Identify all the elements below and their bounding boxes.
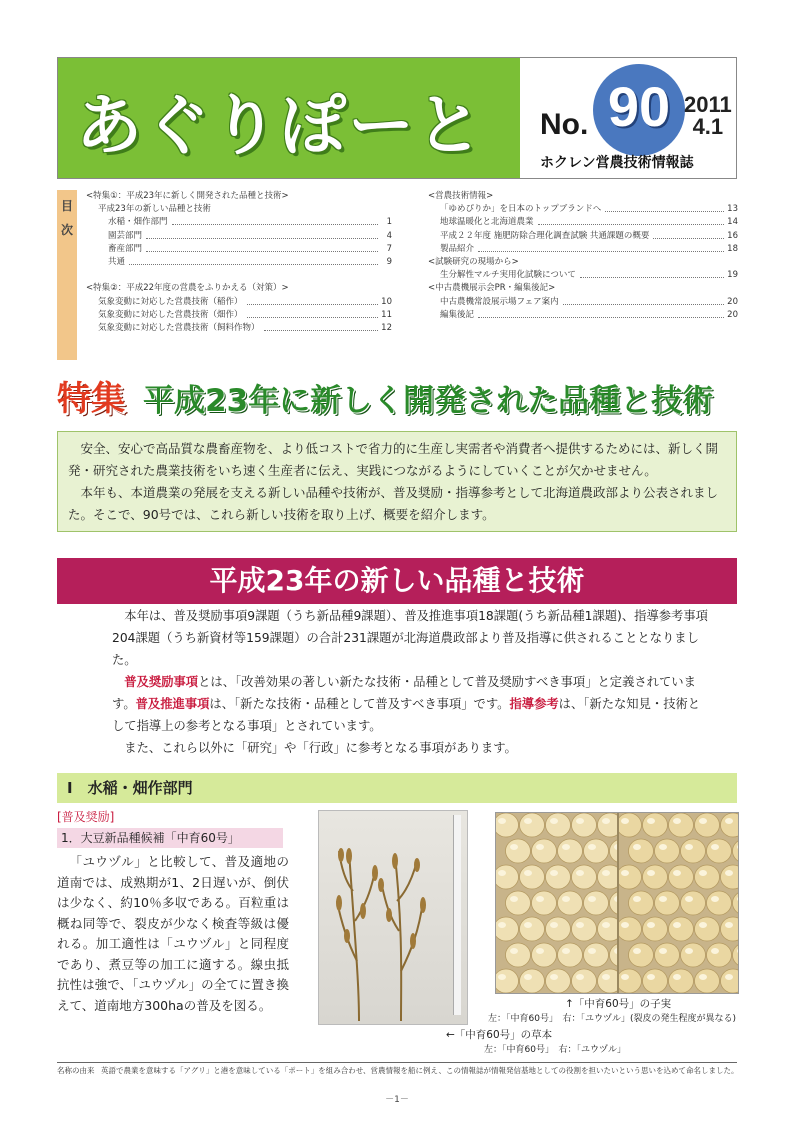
seed-highlight xyxy=(633,844,641,850)
soybean-seed xyxy=(598,865,618,889)
toc-entry xyxy=(428,269,738,282)
soybean-seed xyxy=(681,891,706,915)
subsection-heading: Ⅰ 水稲・畑作部門 xyxy=(57,773,737,803)
toc-entry xyxy=(428,230,738,243)
toc-entry-page: 7 xyxy=(386,243,392,254)
soybean-seed xyxy=(721,865,740,889)
seed-highlight xyxy=(633,948,641,954)
seed-highlight xyxy=(621,818,629,824)
seeds-yuuzuru-illustration xyxy=(619,813,739,994)
soybean-seed xyxy=(506,891,531,915)
toc-entry xyxy=(86,269,392,282)
toc-entry-title: <特集②：平成22年度の営農をふりかえる（対策）> xyxy=(86,282,291,295)
toc-entry xyxy=(428,296,738,309)
toc-entry-title: 水稲・畑作部門 xyxy=(108,216,170,229)
soybean-seed xyxy=(506,943,531,967)
intro-paragraph-2: 本年も、本道農業の発展を支える新しい品種や技術が、普及奨励・指導参考として北海道農政部より公表されました。そこで、90号では、これら新しい技術を取り上げ、概要を紹介します。 xyxy=(68,485,719,522)
toc-entry-page: 13 xyxy=(727,204,738,215)
term-fukyu-shorei: 普及奨励事項 xyxy=(124,675,199,689)
seed-highlight xyxy=(524,922,532,928)
soybean-seed xyxy=(733,839,740,863)
soybean-seed xyxy=(584,839,609,863)
soybean-seed xyxy=(584,891,609,915)
soybean-seed xyxy=(669,917,694,941)
soybean-seed xyxy=(669,865,694,889)
soybean-seed xyxy=(496,969,519,993)
issue-number: 90 xyxy=(607,75,671,138)
seed-highlight xyxy=(699,974,707,980)
soybean-seed xyxy=(558,839,583,863)
soybean-seed xyxy=(532,943,557,967)
soybean-seed xyxy=(619,969,642,993)
toc-entry-title: <中古農機展示会PR・編集後記> xyxy=(428,282,557,295)
toc-leader-dots xyxy=(563,296,724,305)
soybean-seed xyxy=(733,943,740,967)
toc-leader-dots xyxy=(146,243,378,252)
seed-highlight xyxy=(699,818,707,824)
toc-entry-page: 12 xyxy=(381,322,392,333)
soybean-seed xyxy=(572,865,597,889)
seed-highlight xyxy=(536,896,544,902)
feature-tag-text: 特集 xyxy=(57,379,125,419)
toc-entry-title: 気象変動に対応した営農技術（稲作） xyxy=(98,296,245,309)
seed-highlight xyxy=(576,922,584,928)
toc-label-text xyxy=(57,198,77,238)
seed-highlight xyxy=(725,922,733,928)
seed-highlight xyxy=(524,974,532,980)
soybean-seed xyxy=(681,943,706,967)
soybean-seed xyxy=(643,865,668,889)
toc-entry-title: 地球温暖化と北海道農業 xyxy=(440,216,536,229)
soybean-seed xyxy=(721,969,740,993)
toc-entry xyxy=(86,190,392,203)
soybean-seed xyxy=(695,865,720,889)
toc-entry xyxy=(86,322,392,335)
toc-entry-page: 1 xyxy=(386,217,392,228)
soybean-seed xyxy=(520,865,545,889)
seed-highlight xyxy=(498,818,506,824)
toc-leader-dots xyxy=(478,309,724,318)
toc-leader-dots xyxy=(538,216,724,225)
toc-entry-page: 20 xyxy=(727,309,738,320)
seed-highlight xyxy=(711,844,719,850)
toc-entry-page: 19 xyxy=(727,270,738,281)
issue-no-label: No. xyxy=(540,108,589,141)
page-number: －1－ xyxy=(385,1095,409,1105)
seed-highlight xyxy=(562,896,570,902)
section-paragraph-1: 本年は、普及奨励事項9課題（うち新品種9課題）、普及推進事項18課題(うち新品種1課題)、指導参考事項204課題（うち新資材等159課題）の合計231課題が北海道農政部より普及指導に供されることとなりました。 xyxy=(112,609,708,667)
seed-highlight xyxy=(673,922,681,928)
issue-date xyxy=(684,94,732,138)
soybean-seed xyxy=(655,943,680,967)
seed-highlight xyxy=(685,948,693,954)
seed-highlight xyxy=(536,948,544,954)
toc-leader-dots xyxy=(580,269,724,278)
masthead-title-panel xyxy=(58,58,520,178)
issue-month-day: 4.1 xyxy=(692,114,724,139)
toc-entry-title: 中古農機常設展示場フェア案内 xyxy=(440,296,561,309)
soybean-seed xyxy=(532,891,557,915)
toc-entry xyxy=(428,282,738,295)
toc-entry-page: 4 xyxy=(386,230,392,241)
soybean-seed xyxy=(598,917,618,941)
section-body xyxy=(112,605,712,759)
soybean-seed xyxy=(629,839,654,863)
seed-highlight xyxy=(524,818,532,824)
soybean-seed xyxy=(506,839,531,863)
soybean-seed-photo xyxy=(495,812,739,994)
soybean-seed xyxy=(629,891,654,915)
toc-leader-dots xyxy=(605,203,724,212)
seed-highlight xyxy=(711,896,719,902)
toc-entry xyxy=(86,203,392,216)
toc-entry xyxy=(428,216,738,229)
seed-left-half xyxy=(496,813,617,994)
seed-highlight xyxy=(621,922,629,928)
footer-note-key: 名称の由来 xyxy=(57,1066,95,1075)
toc-label xyxy=(57,190,77,360)
toc-entry-title: 畜産部門 xyxy=(108,243,144,256)
toc-entry-title: 気象変動に対応した営農技術（飼料作物） xyxy=(98,322,262,335)
seed-highlight xyxy=(588,896,596,902)
toc-entry-title: 「ゆめぴりか」を日本のトップブランドへ xyxy=(440,203,603,216)
toc-entry xyxy=(86,282,392,295)
seed-highlight xyxy=(510,948,518,954)
seed-highlight xyxy=(602,922,610,928)
toc-entry-page: 16 xyxy=(727,230,738,241)
seed-highlight xyxy=(673,818,681,824)
plant-caption-title: ←「中育60号」の草本 xyxy=(446,1029,553,1041)
measuring-ruler xyxy=(453,815,461,1015)
toc-entry xyxy=(428,309,738,322)
feature-banner xyxy=(57,367,737,427)
toc-entry xyxy=(86,309,392,322)
seed-highlight xyxy=(685,896,693,902)
seed-highlight xyxy=(550,818,558,824)
toc-leader-dots xyxy=(146,230,378,239)
item-paragraph: 「ユウヅル」と比較して、普及適地の道南では、成熟期が1、2日遅いが、倒伏は少なく、約10％多収である。百粒重は概ね同等で、裂皮が少なく検査等級は優れる。加工適性は「ユウヅル」と同程度であり、煮豆等の加工に適する。線虫抵抗性は強で、「ユウヅル」の全てに置き換えて、道南地方300haの普及を図る。 xyxy=(57,854,289,1013)
soybean-seed xyxy=(695,969,720,993)
toc-entry-page: 11 xyxy=(381,309,392,320)
soybean-seed xyxy=(619,917,642,941)
toc-entry xyxy=(428,256,738,269)
term-shido-sanko: 指導参考 xyxy=(509,697,559,711)
toc-entry-page: 10 xyxy=(381,296,392,307)
toc-entry-title: 製品紹介 xyxy=(440,243,476,256)
soybean-seed xyxy=(520,917,545,941)
toc-leader-dots xyxy=(264,322,378,331)
seed-highlight xyxy=(576,818,584,824)
soybean-seed xyxy=(546,813,571,837)
toc-leader-dots xyxy=(247,309,378,318)
seed-highlight xyxy=(576,974,584,980)
soybean-seed xyxy=(707,839,732,863)
soybean-seed xyxy=(520,813,545,837)
soybean-seed xyxy=(707,943,732,967)
seed-highlight xyxy=(550,922,558,928)
seed-highlight xyxy=(673,870,681,876)
toc-entry xyxy=(86,230,392,243)
term-fukyu-suishin: 普及推進事項 xyxy=(135,697,210,711)
toc-entry-page: 20 xyxy=(727,296,738,307)
toc-entry-title: <試験研究の現場から> xyxy=(428,256,521,269)
toc-leader-dots xyxy=(478,243,724,252)
toc-entry-page: 9 xyxy=(386,256,392,267)
toc-entry-title: 平成２２年度 施肥防除合理化調査試験 共通課題の概要 xyxy=(440,230,651,243)
toc-entry-title: 共通 xyxy=(108,256,127,269)
soybean-seed xyxy=(496,917,519,941)
toc-leader-dots xyxy=(653,230,724,239)
magazine-title: あぐりぽーと xyxy=(76,87,484,164)
soybean-seed xyxy=(598,969,618,993)
soybean-seed xyxy=(546,865,571,889)
item-title: 1．大豆新品種候補「中育60号」 xyxy=(57,828,283,848)
soybean-seed xyxy=(610,891,618,915)
seed-highlight xyxy=(673,974,681,980)
intro-paragraph-1: 安全、安心で高品質な農畜産物を、より低コストで省力的に生産し実需者や消費者へ提供するためには、新しく開発・研究された農業技術をいち速く生産者に伝え、実践につながるようにしていくことが欠かせません。 xyxy=(68,441,719,478)
seed-highlight xyxy=(633,896,641,902)
toc-entry-page: 14 xyxy=(727,217,738,228)
soybean-seed xyxy=(572,917,597,941)
soybean-seed xyxy=(546,917,571,941)
seed-highlight xyxy=(602,974,610,980)
toc-entry xyxy=(428,243,738,256)
soybean-seed xyxy=(496,813,519,837)
toc-entry xyxy=(428,190,738,203)
seed-highlight xyxy=(647,922,655,928)
seed-highlight xyxy=(498,922,506,928)
toc-leader-dots xyxy=(172,216,378,225)
soybean-seed xyxy=(669,813,694,837)
toc-entry-title: <特集①：平成23年に新しく開発された品種と技術> xyxy=(86,190,291,203)
issue-year: 2011 xyxy=(684,92,732,117)
toc-label-char-1: 目 xyxy=(60,199,73,213)
toc-entry xyxy=(86,216,392,229)
soy-caption-detail: 左：「中育60号」 右：「ユウヅル」(裂皮の発生程度が異なる) xyxy=(488,1014,736,1024)
toc-entry-page: 18 xyxy=(727,243,738,254)
toc-label-char-2: 次 xyxy=(60,223,73,237)
item-body xyxy=(57,852,289,1016)
seeds-chuiku60-illustration xyxy=(496,813,617,994)
seed-highlight xyxy=(524,870,532,876)
intro-box xyxy=(57,431,737,532)
toc-entry xyxy=(86,243,392,256)
seed-highlight xyxy=(621,870,629,876)
toc-entry xyxy=(428,203,738,216)
feature-title: 平成23年に新しく開発された品種と技術 xyxy=(143,383,714,419)
soybean-seed xyxy=(558,891,583,915)
toc-entry-title: <営農技術情報> xyxy=(428,190,495,203)
definition-1: とは、「改善効果の著しい新たな技術・品種として普及奨励すべき事項」と定義されています。 xyxy=(112,675,696,711)
soybean-seed xyxy=(655,891,680,915)
seed-highlight xyxy=(562,844,570,850)
soybean-seed xyxy=(681,839,706,863)
seed-highlight xyxy=(725,974,733,980)
toc-entry xyxy=(86,256,392,269)
seed-highlight xyxy=(536,844,544,850)
seed-highlight xyxy=(647,818,655,824)
soybean-seed xyxy=(707,891,732,915)
toc-right-column xyxy=(428,190,738,322)
soybean-seed xyxy=(669,969,694,993)
soybean-seed xyxy=(584,943,609,967)
soybean-seed xyxy=(695,813,720,837)
seed-highlight xyxy=(576,870,584,876)
definition-2: は、「新たな技術・品種として普及すべき事項」です。 xyxy=(209,697,510,711)
section-paragraph-2 xyxy=(112,671,712,737)
definition-3: は、「新たな知見・技術として指導上の参考となる事項」とされています。 xyxy=(112,697,701,733)
seed-highlight xyxy=(498,974,506,980)
toc-left-column xyxy=(86,190,392,335)
soybean-seed xyxy=(532,839,557,863)
category-tag: [普及奨励] xyxy=(57,810,115,824)
seed-highlight xyxy=(659,896,667,902)
seed-highlight xyxy=(621,974,629,980)
toc-entry-title: 編集後記 xyxy=(440,309,476,322)
soybean-seed xyxy=(558,943,583,967)
soybean-seed xyxy=(619,865,642,889)
seed-highlight xyxy=(602,818,610,824)
seed-highlight xyxy=(699,922,707,928)
soybean-seed xyxy=(721,917,740,941)
soybean-seed xyxy=(610,943,618,967)
seed-highlight xyxy=(498,870,506,876)
seed-highlight xyxy=(510,896,518,902)
soy-caption-title: ↑「中育60号」の子実 xyxy=(565,998,672,1010)
soybean-seed xyxy=(572,969,597,993)
feature-tag xyxy=(57,371,137,417)
toc-entry-title: 生分解性マルチ実用化試験について xyxy=(440,269,578,282)
toc-entry-title: 平成23年の新しい品種と技術 xyxy=(98,203,213,216)
soybean-seed xyxy=(629,943,654,967)
section-heading: 平成23年の新しい品種と技術 xyxy=(57,558,737,604)
seed-highlight xyxy=(647,870,655,876)
soybean-seed xyxy=(520,969,545,993)
soybean-seed xyxy=(655,839,680,863)
footer-note xyxy=(57,1066,741,1076)
footer-note-text: 英語で農業を意味する「アグリ」と港を意味している「ポート」を組み合わせ、営農情報を船に例え、この情報誌が情報発信基地としての役割を担いたいという思いを込めて命名しました。 xyxy=(101,1066,739,1075)
seed-highlight xyxy=(602,870,610,876)
seed-highlight xyxy=(711,948,719,954)
seed-right-half xyxy=(619,813,739,994)
soybean-seed xyxy=(619,813,642,837)
magazine-subtitle: ホクレン営農技術情報誌 xyxy=(540,155,694,171)
soybean-plant-illustration xyxy=(319,811,468,1025)
toc-entry xyxy=(86,296,392,309)
soybean-seed xyxy=(610,839,618,863)
footer-rule xyxy=(57,1062,737,1063)
seed-highlight xyxy=(510,844,518,850)
soybean-seed xyxy=(546,969,571,993)
masthead xyxy=(57,57,737,179)
seed-highlight xyxy=(647,974,655,980)
soybean-seed xyxy=(721,813,740,837)
toc-leader-dots xyxy=(247,296,378,305)
seed-highlight xyxy=(659,844,667,850)
seed-highlight xyxy=(659,948,667,954)
seed-highlight xyxy=(699,870,707,876)
soybean-seed xyxy=(572,813,597,837)
seed-highlight xyxy=(550,870,558,876)
soybean-seed xyxy=(496,865,519,889)
soybean-plant-photo xyxy=(318,810,468,1025)
soybean-seed xyxy=(598,813,618,837)
seed-highlight xyxy=(685,844,693,850)
soybean-seed xyxy=(643,813,668,837)
soybean-seed xyxy=(695,917,720,941)
toc-leader-dots xyxy=(129,256,378,265)
seed-highlight xyxy=(588,948,596,954)
seed-highlight xyxy=(562,948,570,954)
seed-highlight xyxy=(725,818,733,824)
seed-highlight xyxy=(550,974,558,980)
section-paragraph-3: また、これら以外に「研究」や「行政」に参考となる事項があります。 xyxy=(124,741,517,755)
issue-number-badge xyxy=(593,64,685,156)
seed-highlight xyxy=(588,844,596,850)
toc-entry-title: 気象変動に対応した営農技術（畑作） xyxy=(98,309,245,322)
toc-entry-title: 園芸部門 xyxy=(108,230,144,243)
soybean-seed xyxy=(643,969,668,993)
soybean-seed xyxy=(733,891,740,915)
soybean-seed xyxy=(643,917,668,941)
plant-caption-detail: 左：「中育60号」 右：「ユウヅル」 xyxy=(484,1045,626,1055)
seed-highlight xyxy=(725,870,733,876)
